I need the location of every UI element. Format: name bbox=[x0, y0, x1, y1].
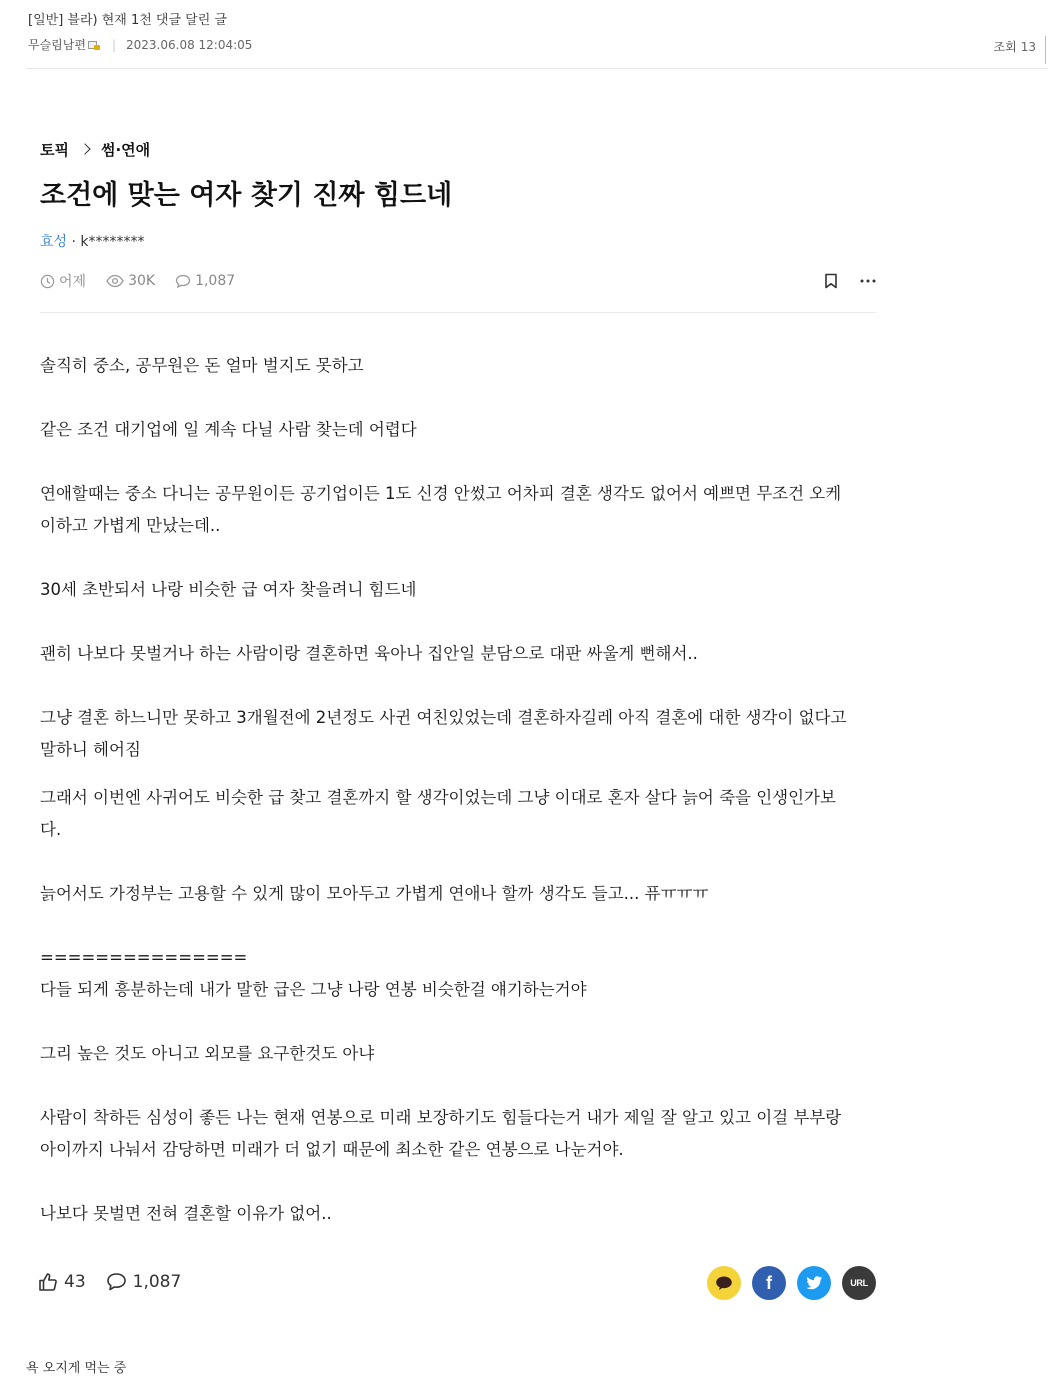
stat-views bbox=[106, 273, 155, 289]
more-horizontal-icon bbox=[860, 279, 876, 283]
share-buttons bbox=[696, 1266, 876, 1300]
bookmark-button[interactable] bbox=[824, 273, 838, 289]
chevron-right-icon bbox=[79, 143, 90, 154]
share-twitter-button[interactable] bbox=[797, 1266, 831, 1300]
reaction-counts bbox=[38, 1272, 201, 1292]
like-count: 43 bbox=[64, 1272, 86, 1292]
author-name: k******** bbox=[80, 234, 145, 250]
body-line: 말하니 헤어짐 bbox=[40, 740, 141, 759]
scroll-edge bbox=[1045, 36, 1046, 64]
views-label: 조회 bbox=[993, 40, 1017, 54]
article-actions bbox=[802, 269, 876, 293]
comment-count: 1,087 bbox=[132, 1272, 182, 1292]
post-date: 2023.06.08 12:04:05 bbox=[126, 37, 253, 52]
body-line: 같은 조건 대기업에 일 계속 다닐 사람 찾는데 어렵다 bbox=[40, 420, 417, 439]
body-line: 솔직히 중소, 공무원은 돈 얼마 벌지도 못하고 bbox=[40, 356, 364, 375]
author-company[interactable]: 효성 bbox=[40, 234, 68, 250]
kakaotalk-icon bbox=[715, 1275, 733, 1291]
twitter-icon bbox=[805, 1276, 823, 1291]
facebook-icon: f bbox=[766, 1272, 772, 1293]
breadcrumb bbox=[40, 138, 876, 160]
article-divider bbox=[40, 312, 876, 313]
post-views bbox=[994, 38, 1036, 55]
comment-icon bbox=[175, 274, 191, 289]
stat-comments-value: 1,087 bbox=[195, 273, 236, 289]
body-line: =============== bbox=[40, 948, 248, 967]
stat-time bbox=[40, 271, 86, 291]
body-line: 아이까지 나눠서 감당하면 미래가 더 없기 때문에 최소한 같은 연봉으로 나눈거야. bbox=[40, 1140, 624, 1159]
breadcrumb-category[interactable]: 썸·연애 bbox=[100, 140, 151, 159]
stat-views-value: 30K bbox=[128, 273, 156, 289]
body-line: 30세 초반되서 나랑 비슷한 급 여자 찾을려니 힘드네 bbox=[40, 580, 417, 599]
article-title: 조건에 맞는 여자 찾기 진짜 힘드네 bbox=[40, 180, 453, 211]
views-count: 13 bbox=[1020, 40, 1036, 54]
reaction-bar bbox=[38, 1266, 876, 1302]
body-line: 그냥 결혼 하느니만 못하고 3개월전에 2년정도 사귄 여친있었는데 결혼하자길레 아직 결혼에 대한 생각이 없다고 bbox=[40, 708, 847, 727]
more-options-button[interactable] bbox=[860, 279, 876, 283]
post-comment-text: 욕 오지게 먹는 중 bbox=[26, 1361, 127, 1376]
member-level-icon bbox=[88, 39, 100, 50]
url-label: URL bbox=[850, 1278, 868, 1288]
stats-row bbox=[40, 269, 876, 293]
author-line bbox=[40, 232, 876, 252]
article-card bbox=[40, 138, 876, 313]
comment-bubble-icon bbox=[106, 1272, 127, 1292]
post-meta bbox=[28, 36, 252, 53]
post-author[interactable]: 무슬림남편 bbox=[28, 38, 86, 52]
body-line: 그래서 이번엔 사귀어도 비슷한 급 찾고 결혼까지 할 생각이었는데 그냥 이대로 혼자 살다 늙어 죽을 인생인가보 bbox=[40, 788, 836, 807]
author-separator: · bbox=[67, 234, 81, 250]
body-line: 다들 되게 흥분하는데 내가 말한 급은 그냥 나랑 연봉 비슷한걸 얘기하는거야 bbox=[40, 980, 587, 999]
stat-time-value: 어제 bbox=[59, 274, 87, 290]
post-header bbox=[26, 0, 1048, 69]
share-facebook-button[interactable] bbox=[752, 1266, 786, 1300]
article-body bbox=[40, 350, 890, 1230]
clock-icon bbox=[40, 274, 55, 289]
comment-button[interactable] bbox=[106, 1272, 182, 1292]
thumbs-up-icon bbox=[38, 1272, 58, 1292]
body-line: 늙어서도 가정부는 고용할 수 있게 많이 모아두고 가볍게 연애나 할까 생각도 들고... 퓨ㅠㅠㅠ bbox=[40, 884, 709, 903]
body-line: 연애할때는 중소 다니는 공무원이든 공기업이든 1도 신경 안썼고 어차피 결혼 생각도 없어서 예쁘면 무조건 오케 bbox=[40, 484, 842, 503]
eye-icon bbox=[106, 274, 124, 288]
post-title[interactable]: [일반] 블라) 현재 1천 댓글 달린 글 bbox=[28, 13, 227, 28]
stat-comments bbox=[175, 273, 235, 289]
body-line: 괜히 나보다 못벌거나 하는 사람이랑 결혼하면 육아나 집안일 분담으로 대판 싸울게 뻔해서.. bbox=[40, 644, 698, 663]
body-line: 이하고 가볍게 만났는데.. bbox=[40, 516, 221, 535]
body-line: 그리 높은 것도 아니고 외모를 요구한것도 아냐 bbox=[40, 1044, 375, 1063]
share-kakao-button[interactable] bbox=[707, 1266, 741, 1300]
bookmark-icon bbox=[824, 273, 838, 289]
body-line: 다. bbox=[40, 820, 62, 839]
share-url-button[interactable] bbox=[842, 1266, 876, 1300]
breadcrumb-topic[interactable]: 토픽 bbox=[40, 140, 69, 159]
like-button[interactable] bbox=[38, 1272, 86, 1292]
meta-separator: | bbox=[111, 37, 117, 52]
body-line: 사람이 착하든 심성이 좋든 나는 현재 연봉으로 미래 보장하기도 힘들다는거 내가 제일 잘 알고 있고 이걸 부부랑 bbox=[40, 1108, 842, 1127]
body-line: 나보다 못벌면 전혀 결혼할 이유가 없어.. bbox=[40, 1204, 332, 1223]
